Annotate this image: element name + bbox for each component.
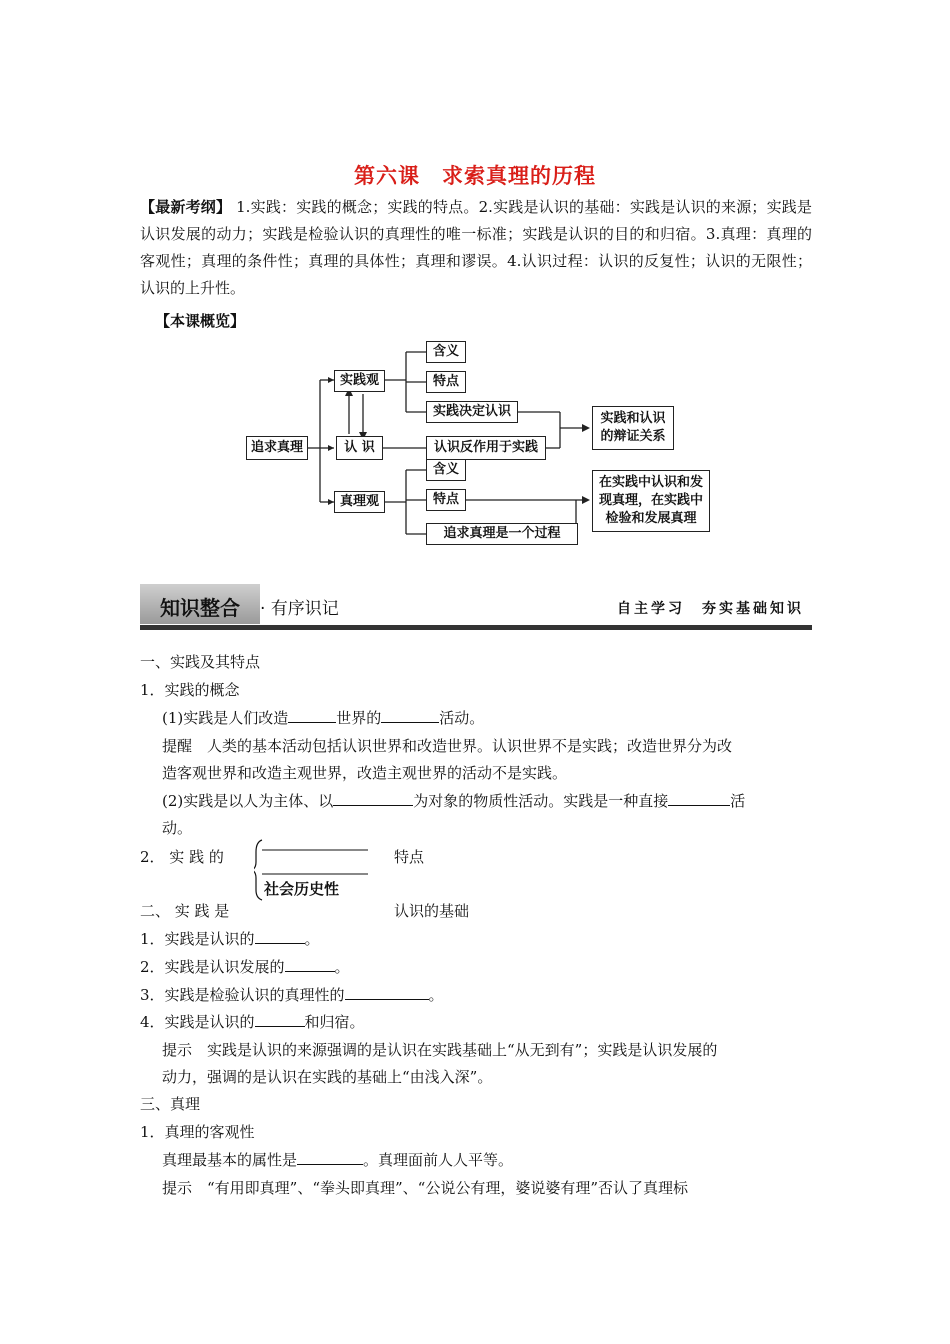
overview-label: 【本课概览】 <box>155 312 246 330</box>
item-text: 世界的 <box>336 709 382 727</box>
diagram-practice-meaning-box: 含义 <box>426 341 466 363</box>
fill-blank[interactable] <box>345 983 429 1000</box>
diagram-truth-meaning-box: 含义 <box>426 459 466 481</box>
item-text: (1)实践是人们改造 <box>162 709 289 727</box>
diagram-truth-features-box: 特点 <box>426 489 466 511</box>
concept-diagram <box>240 338 720 548</box>
reminder-line-1: 提醒 人类的基本活动包括认识世界和改造世界。认识世界不是实践；改造世界分为改 <box>162 737 733 755</box>
item-2-1 <box>140 926 320 952</box>
item-text: 为对象的物质性活动。实践是一种直接 <box>413 792 669 810</box>
section-heading-2: 二、 实 践 是 <box>140 902 230 920</box>
section-heading-2-tail: 认识的基础 <box>394 902 470 920</box>
diagram-truth-practice-box: 在实践中认识和发现真理，在实践中检验和发展真理 <box>592 470 710 532</box>
item-text: 。 <box>334 958 350 976</box>
section-banner <box>140 584 812 630</box>
diagram-root-box: 追求真理 <box>246 436 308 460</box>
item-2-4 <box>140 1009 365 1035</box>
banner-title: 知识整合 <box>160 596 240 620</box>
diagram-practice-box: 实践观 <box>334 370 385 392</box>
exam-outline-label: 【最新考纲】 <box>140 198 232 216</box>
item-text: 1．实践是认识的 <box>140 930 255 948</box>
fill-blank[interactable] <box>668 789 730 806</box>
diagram-truth-box: 真理观 <box>334 491 385 513</box>
hint-2-line-1: 提示 实践是认识的来源强调的是认识在实践基础上“从无到有”；实践是认识发展的 <box>162 1041 718 1059</box>
item-text: 真理最基本的属性是 <box>162 1151 298 1169</box>
section-heading-1: 一、实践及其特点 <box>140 653 261 671</box>
subsection-1-1: 1．实践的概念 <box>140 681 240 699</box>
item-text: 。 <box>428 986 444 1004</box>
hint-3-line-1: 提示 “有用即真理”、“拳头即真理”、“公说公有理，婆说婆有理”否认了真理标 <box>162 1179 689 1197</box>
diagram-dialectic-box: 实践和认识的辩证关系 <box>592 406 674 450</box>
banner-rule <box>140 625 812 630</box>
fill-blank[interactable] <box>285 955 335 972</box>
fill-blank[interactable] <box>333 789 413 806</box>
reminder-line-2: 造客观世界和改造主观世界，改造主观世界的活动不是实践。 <box>162 764 568 782</box>
diagram-truth-process-box: 追求真理是一个过程 <box>426 523 578 545</box>
item-1-1-2 <box>162 788 745 814</box>
page-title: 第六课 求索真理的历程 <box>354 163 596 188</box>
item-text: 。真理面前人人平等。 <box>363 1151 514 1169</box>
item-text: 和归宿。 <box>304 1013 365 1031</box>
diagram-practice-features-box: 特点 <box>426 371 466 393</box>
fill-blank[interactable] <box>288 706 336 723</box>
item-2-2 <box>140 954 350 980</box>
subsection-3-1: 1．真理的客观性 <box>140 1123 255 1141</box>
banner-right-text: 自主学习 夯实基础知识 <box>617 601 804 617</box>
fill-blank[interactable] <box>255 927 305 944</box>
subsection-1-2: 2． 实 践 的 <box>140 848 224 866</box>
item-text: 3．实践是检验认识的真理性的 <box>140 986 345 1004</box>
diagram-cognition-box: 认 识 <box>336 436 383 460</box>
feature-social-history: 社会历史性 <box>264 880 340 898</box>
item-1-1-1 <box>162 705 484 731</box>
fill-blank[interactable] <box>381 706 439 723</box>
diagram-cognition-reacts-box: 认识反作用于实践 <box>426 436 546 460</box>
item-text: 2．实践是认识发展的 <box>140 958 285 976</box>
item-text: 活动。 <box>439 709 485 727</box>
section-heading-3: 三、真理 <box>140 1095 201 1113</box>
diagram-practice-decides-box: 实践决定认识 <box>426 401 518 423</box>
item-text: 活 <box>730 792 746 810</box>
hint-2-line-2: 动力，强调的是认识在实践的基础上“由浅入深”。 <box>162 1068 493 1086</box>
item-3-1 <box>162 1147 513 1173</box>
exam-outline-text: 1.实践：实践的概念；实践的特点。2.实践是认识的基础：实践是认识的来源；实践是认识发展的动力；实践是检验认识的真理性的唯一标准；实践是认识的目的和归宿。3.真理：真理的客观性；真理的条件性；真理的具体性；真理和谬误。4.认识过程：认识的反复性；认识的无限性；认识的上升性。 <box>140 198 812 297</box>
exam-outline <box>140 194 812 302</box>
item-2-3 <box>140 982 444 1008</box>
item-text: (2)实践是以人为主体、以 <box>162 792 334 810</box>
fill-blank[interactable] <box>297 1148 363 1165</box>
banner-subtitle: · 有序识记 <box>260 599 339 619</box>
item-1-1-2-cont: 动。 <box>162 819 193 837</box>
feature-tail: 特点 <box>394 848 425 866</box>
item-text: 。 <box>304 930 320 948</box>
fill-blank[interactable] <box>255 1010 305 1027</box>
item-text: 4．实践是认识的 <box>140 1013 255 1031</box>
